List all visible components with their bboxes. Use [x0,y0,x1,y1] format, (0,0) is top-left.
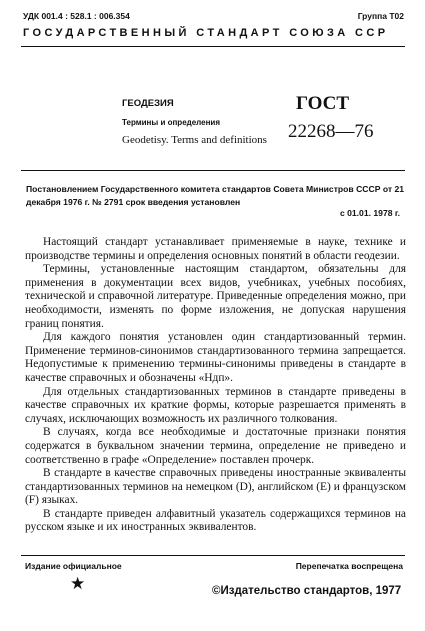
header-divider [21,46,405,47]
body-paragraph: В стандарте приведен алфавитный указатель содержащихся терминов на русском языке и их иностранных эквивалентов. [25,507,406,534]
body-paragraph: Для каждого понятия установлен один стандартизованный термин. Применение терминов-синонимов стандартизованного термина запрещается. Недопустимые к применению термины-синонимы приведены в стандарте в качестве справочных и обозначены «Ндп». [25,331,406,384]
subtitle-russian: Термины и определения [122,118,221,127]
copyright: ©Издательство стандартов, 1977 [212,585,402,597]
decree-text: Постановлением Государственного комитета стандартов Совета Министров СССР от 21 декабря 1976 г. № 2791 срок введения установлен [26,184,405,207]
body-paragraph: Настоящий стандарт устанавливает применяемые в науке, технике и производстве термины и определения основных понятий в области геодезии. [25,236,406,262]
footer-divider [21,555,405,556]
state-standard-title: ГОСУДАРСТВЕННЫЙ СТАНДАРТ СОЮЗА ССР [23,27,389,39]
reprint-prohibited: Перепечатка воспрещена [295,561,403,571]
title-divider [21,170,405,171]
body-paragraph: Для отдельных стандартизованных терминов в стандарте приведены в качестве справочных их краткие формы, которые разрешается применять в случаях, исключающих возможность их различного толкования. [25,385,406,425]
gost-number: 22268—76 [288,121,374,142]
group-code: Группа Т02 [357,11,404,21]
official-edition: Издание официальное [25,561,122,571]
star-icon: ★ [70,574,86,593]
effective-date: с 01.01. 1978 г. [339,208,400,218]
subject-heading: ГЕОДЕЗИЯ [122,98,174,109]
subtitle-english: Geodetisy. Terms and definitions [122,134,267,146]
body-paragraph: В стандарте в качестве справочных приведены иностранные эквиваленты стандартизованных терминов на немецком (D), английском (E) и французском (F) языках. [25,467,406,507]
body-paragraph: В случаях, когда все необходимые и достаточные признаки понятия содержатся в буквальном значении термина, определение не приведено и соответственно в графе «Определение» поставлен прочерк. [25,426,406,466]
udk-code: УДК 001.4 : 528.1 : 006.354 [23,11,130,21]
body-paragraph: Термины, установленные настоящим стандартом, обязательны для применения в документации всех видов, учебниках, учебных пособиях, технической и справочной литературе. Приведенные определения можно, при необходимости, изменять по форме изложения, не допуская нарушения границ понятия. [25,263,406,330]
body-text [25,236,406,535]
gost-label: ГОСТ [296,93,350,114]
